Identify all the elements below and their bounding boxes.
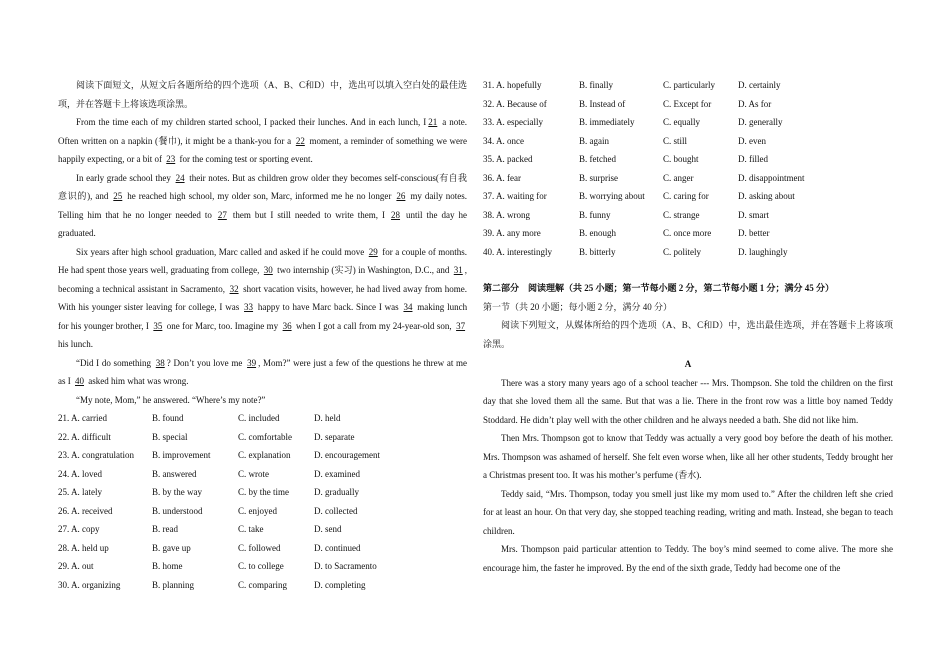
option-row-34 [483,132,893,151]
part-two-heading: 第二部分 阅读理解（共 25 小题；第一节每小题 2 分，第二节每小题 1 分；满分 45 分） [483,283,835,293]
option-d: D. generally [738,117,783,127]
option-b: B. by the way [152,487,202,497]
cloze-paragraph-1: From the time each of my children started school, I packed their lunches. And in each lunch, I 21 a note. Often written on a napkin (餐巾), it might be a thank-you for a 22 moment, a reminder of something we were happily expecting, or a bit of 23 for the coming test or sporting event. [58,117,468,164]
option-row-38 [483,206,893,225]
option-d: D. disappointment [738,172,805,183]
option-c: C. comparing [238,579,287,590]
cloze-paragraph-4: “Did I do something 38 ? Don’t you love me 39 , Mom?” were just a few of the questions he threw at me as I 40 asked him what was wrong. [58,357,468,386]
option-row-39 [483,224,893,243]
option-d: D. examined [314,468,360,479]
option-d: D. even [738,135,766,146]
option-d: D. better [738,228,770,238]
option-a: 40. A. interestingly [483,246,552,257]
blank-31: 31 [453,265,463,275]
option-b: B. bitterly [579,246,616,257]
passage-paragraph: There was a story many years ago of a school teacher --- Mrs. Thompson. She told the children on the first day that she loved them all the same. But that was a lie. There in the front row was a little boy named Teddy Stoddard. He didn’t play well with the other children and he always needed a bath. She did not like him. [483,377,893,425]
option-a: 28. A. held up [58,542,109,553]
option-d: D. completing [314,579,366,590]
option-b: B. answered [152,468,197,479]
option-d: D. held [314,413,341,423]
option-a: 34. A. once [483,135,524,146]
option-b: B. enough [579,228,616,238]
option-b: B. gave up [152,542,191,553]
section-one-heading: 第一节（共 20 小题；每小题 2 分，满分 40 分） [483,301,673,312]
option-b: B. again [579,135,609,146]
options-list-left [58,409,467,594]
option-b: B. funny [579,209,611,220]
option-a: 25. A. lately [58,487,102,497]
option-c: C. anger [663,172,694,183]
blank-28: 28 [391,209,401,220]
option-row-21 [58,409,467,428]
option-b: B. home [152,561,183,571]
option-c: C. bought [663,154,699,164]
option-row-23 [58,446,467,465]
option-a: 29. A. out [58,561,94,571]
option-c: C. particularly [663,80,715,90]
option-b: B. understood [152,505,203,516]
option-a: 24. A. loved [58,468,102,479]
blank-36: 36 [282,320,292,331]
option-c: C. strange [663,209,700,220]
option-row-37 [483,187,893,206]
option-b: B. immediately [579,117,635,127]
blank-33: 33 [244,302,254,312]
option-a: 30. A. organizing [58,579,121,590]
blank-34: 34 [403,302,413,312]
option-c: C. once more [663,228,712,238]
option-d: D. laughingly [738,246,788,257]
cloze-instruction: 阅读下面短文，从短文后各题所给的四个选项（A、B、C和D）中，选出可以填入空白处的最佳选项，并在答题卡上将该选项涂黑。 [58,80,467,109]
cloze-paragraph-5: “My note, Mom,” he answered. “Where’s my note?” [76,394,266,405]
option-b: B. found [152,413,184,423]
option-a: 32. A. Because of [483,98,547,109]
option-d: D. asking about [738,191,795,201]
option-c: C. comfortable [238,431,292,442]
option-row-40 [483,243,893,262]
option-row-29 [58,557,467,576]
option-b: B. worrying about [579,191,645,201]
option-a: 31. A. hopefully [483,80,542,90]
option-d: D. continued [314,542,361,553]
option-row-33 [483,113,893,132]
option-b: B. Instead of [579,98,626,109]
option-c: C. included [238,413,280,423]
option-a: 37. A. waiting for [483,191,547,201]
cloze-column [58,76,467,594]
blank-25: 25 [113,191,123,201]
reading-instruction: 阅读下列短文，从媒体所给的四个选项（A、B、C和D）中，选出最佳选项，并在答题卡上将该项涂黑。 [483,320,893,349]
option-c: C. Except for [663,98,712,109]
option-a: 33. A. especially [483,117,543,127]
option-b: B. planning [152,579,194,590]
option-a: 22. A. difficult [58,431,111,442]
option-d: D. collected [314,505,358,516]
blank-39: 39 [247,357,257,368]
option-row-35 [483,150,893,169]
option-a: 35. A. packed [483,154,533,164]
option-row-31 [483,76,893,95]
option-d: D. certainly [738,80,781,90]
option-a: 21. A. carried [58,413,107,423]
option-row-22 [58,428,467,447]
blank-24: 24 [175,172,185,183]
option-b: B. finally [579,80,613,90]
option-c: C. equally [663,117,700,127]
option-c: C. politely [663,246,701,257]
option-row-24 [58,465,467,484]
passage-paragraph: Teddy said, “Mrs. Thompson, today you smell just like my mom used to.” After the children left she cried for at least an hour. On that very day, she stopped teaching reading, writing and math. Instead, she began to teach children. [483,488,893,536]
option-row-28 [58,539,467,558]
option-d: D. As for [738,98,772,109]
option-a: 36. A. fear [483,172,521,183]
option-a: 26. A. received [58,505,113,516]
option-row-36 [483,169,893,188]
blank-32: 32 [229,283,239,294]
option-c: C. by the time [238,487,289,497]
blank-22: 22 [295,135,305,146]
option-c: C. still [663,135,688,146]
passage-paragraph: Mrs. Thompson paid particular attention to Teddy. The boy’s mind seemed to come alive. The more she encourage him, the faster he improved. By the end of the sixth grade, Teddy had become one of the [483,544,893,573]
right-column [483,76,893,577]
blank-37: 37 [456,320,466,331]
blank-26: 26 [396,191,406,201]
option-row-32 [483,95,893,114]
option-row-30 [58,576,467,595]
option-row-25 [58,483,467,502]
option-c: C. to college [238,561,284,571]
blank-23: 23 [166,154,176,164]
cloze-paragraph-3: Six years after high school graduation, Marc called and asked if he could move 29 for a couple of months. He had spent those years well, graduating from college, 30 two internship (实习) in Washington, D.C., and 31 , becoming a technical assistant in Sacramento, 32 short vacation visits, however, he had lived away from home. With his younger sister leaving for college, I was 33 happy to have Marc back. Since I was 34 making lunch for his younger brother, I 35 one for Marc, too. Imagine my 36 when I got a call from my 24-year-old son, 37 his lunch. [58,246,468,349]
option-row-27 [58,520,467,539]
blank-29: 29 [368,246,378,257]
option-row-26 [58,502,467,521]
option-b: B. special [152,431,188,442]
option-a: 23. A. congratulation [58,450,134,460]
blank-38: 38 [155,357,165,368]
blank-35: 35 [153,320,163,331]
passage-label: A [684,359,692,369]
options-list-right [483,76,893,261]
option-c: C. wrote [238,468,269,479]
option-d: D. encouragement [314,450,380,460]
option-b: B. improvement [152,450,211,460]
option-d: D. gradually [314,487,359,497]
blank-40: 40 [75,376,84,386]
blank-30: 30 [263,265,273,275]
blank-21: 21 [428,117,438,127]
option-c: C. followed [238,542,281,553]
cloze-paragraph-2: In early grade school they 24 their notes. But as children grow older they becomes self-conscious(有自我意识的), and 25 he reached high school, my older son, Marc, informed me he no longer 26 my daily notes. Telling him that he no longer needed to 27 them but I still needed to write them, I 28 until the day he graduated. [58,172,468,238]
option-a: 38. A. wrong [483,209,530,220]
option-a: 27. A. copy [58,524,100,534]
option-a: 39. A. any more [483,228,541,238]
option-d: D. to Sacramento [314,561,377,571]
blank-27: 27 [217,209,227,220]
option-b: B. surprise [579,172,618,183]
option-b: B. read [152,524,178,534]
option-d: D. send [314,524,342,534]
passage-paragraph: Then Mrs. Thompson got to know that Teddy was actually a very good boy before the death of his mother. Mrs. Thompson was ashamed of herself. She felt even worse when, like all her other students, Teddy brought her a Christmas present too. It was his mother’s perfume (香水). [483,433,893,480]
option-b: B. fetched [579,154,616,164]
option-c: C. caring for [663,191,709,201]
option-c: C. take [238,524,264,534]
option-d: D. smart [738,209,769,220]
option-c: C. explanation [238,450,291,460]
option-d: D. separate [314,431,355,442]
option-c: C. enjoyed [238,505,277,516]
option-d: D. filled [738,154,768,164]
